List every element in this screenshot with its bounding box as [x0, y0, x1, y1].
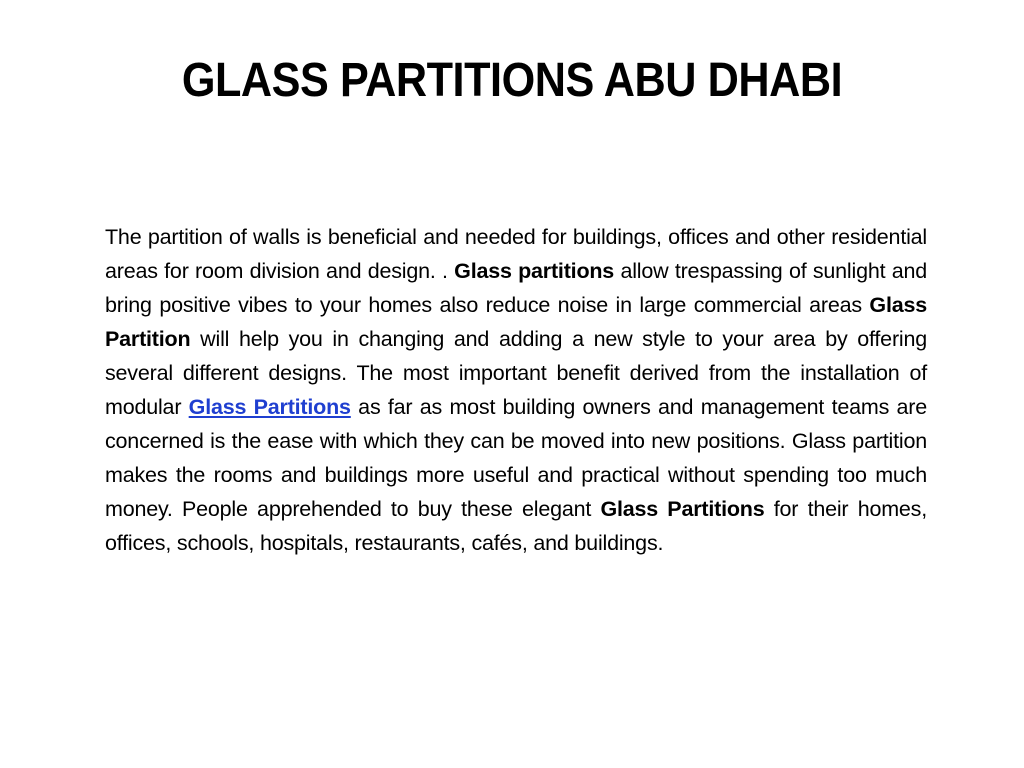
paragraph-text-4: as far as most building owners and management teams are concerned is the ease with which they can be moved into new positions. Glass partition makes the rooms and buildings more useful and practical without spending too much money. People apprehended to buy these elegant: [105, 395, 927, 521]
paragraph-text-5: for their homes, offices, schools, hospitals, restaurants, cafés, and buildings.: [105, 497, 927, 555]
bold-glass-partition-2: Glass Partition: [105, 293, 927, 351]
paragraph-text-2: allow trespassing of sunlight and bring positive vibes to your homes also reduce noise in large commercial areas: [105, 259, 928, 317]
glass-partitions-link[interactable]: Glass Partitions: [188, 395, 351, 419]
paragraph-text-3: will help you in changing and adding a new style to your area by offering several different designs. The most important benefit derived from the installation of modular: [105, 327, 927, 419]
paragraph-text-1: The partition of walls is beneficial and needed for buildings, offices and other residential areas for room division and design. .: [105, 225, 927, 283]
slide-title: GLASS PARTITIONS ABU DHABI: [181, 54, 843, 107]
bold-glass-partitions-1: Glass partitions: [454, 259, 615, 283]
bold-glass-partitions-3: Glass Partitions: [600, 497, 765, 521]
body-paragraph: [105, 220, 927, 560]
